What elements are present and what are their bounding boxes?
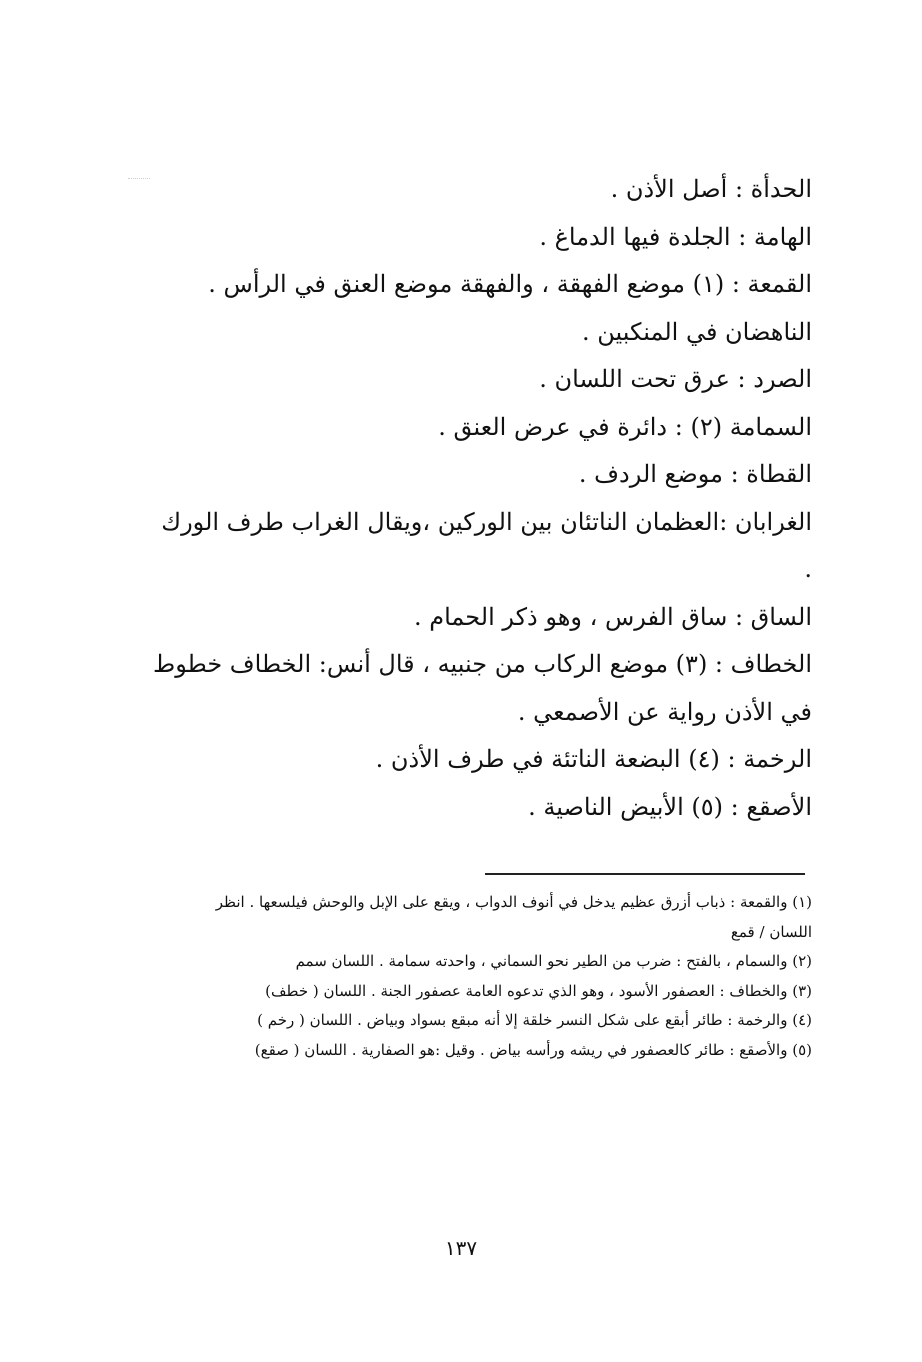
- entry-surad: الصرد : عرق تحت اللسان .: [539, 365, 812, 393]
- entry-samama: السمامة (٢) : دائرة في عرض العنق .: [438, 412, 812, 441]
- footnote-3: (٣) والخطاف : العصفور الأسود ، وهو الذي تدعوه العامة عصفور الجنة . اللسان ( خطف): [265, 981, 812, 1000]
- footnote-5: (٥) والأصقع : طائر كالعصفور في ريشه ورأسه بياض . وقيل :هو الصفارية . اللسان ( صقع): [254, 1040, 812, 1059]
- entry-ghurabaan: الغرابان :العظمان الناتئان بين الوركين ،ويقال الغراب طرف الورك .: [161, 507, 812, 583]
- entry-saaq: الساق : ساق الفرس ، وهو ذكر الحمام .: [413, 602, 812, 631]
- entry-qataa: القطاة : موضع الردف .: [578, 460, 812, 488]
- entry-qamaa: القمعة : (١) موضع الفهقة ، والفهقة موضع العنق في الرأس . الناهضان في المنكبين .: [208, 270, 812, 346]
- scan-speck: [128, 178, 150, 181]
- entry-rakhama: الرخمة : (٤) البضعة الناتئة في طرف الأذن .: [375, 745, 812, 773]
- glossary-body: [150, 166, 812, 831]
- page-number: ١٣٧: [444, 1236, 478, 1260]
- entry-asqaa: الأصقع : (٥) الأبيض الناصية .: [528, 792, 812, 821]
- footnote-4: (٤) والرخمة : طائر أبقع على شكل النسر خلقة إلا أنه مبقع بسواد وبياض . اللسان ( رخم ): [257, 1011, 812, 1029]
- footnotes: [175, 888, 812, 1065]
- entry-hadaa: الحدأة : أصل الأذن .: [610, 175, 812, 203]
- footnote-2: (٢) والسمام ، بالفتح : ضرب من الطير نحو السماني ، واحدته سمامة . اللسان سمم: [295, 952, 812, 970]
- footnote-1: (١) والقمعة : ذباب أزرق عظيم يدخل في أنوف الدواب ، ويقع على الإبل والوحش فيلسعها . انظر اللسان / قمع: [215, 893, 812, 941]
- entry-khuttaf: الخطاف : (٣) موضع الركاب من جنبيه ، قال أنس: الخطاف خطوط في الأذن رواية عن الأصمعي .: [153, 650, 812, 726]
- footnote-divider: [485, 873, 805, 875]
- entry-hama: الهامة : الجلدة فيها الدماغ .: [539, 222, 812, 251]
